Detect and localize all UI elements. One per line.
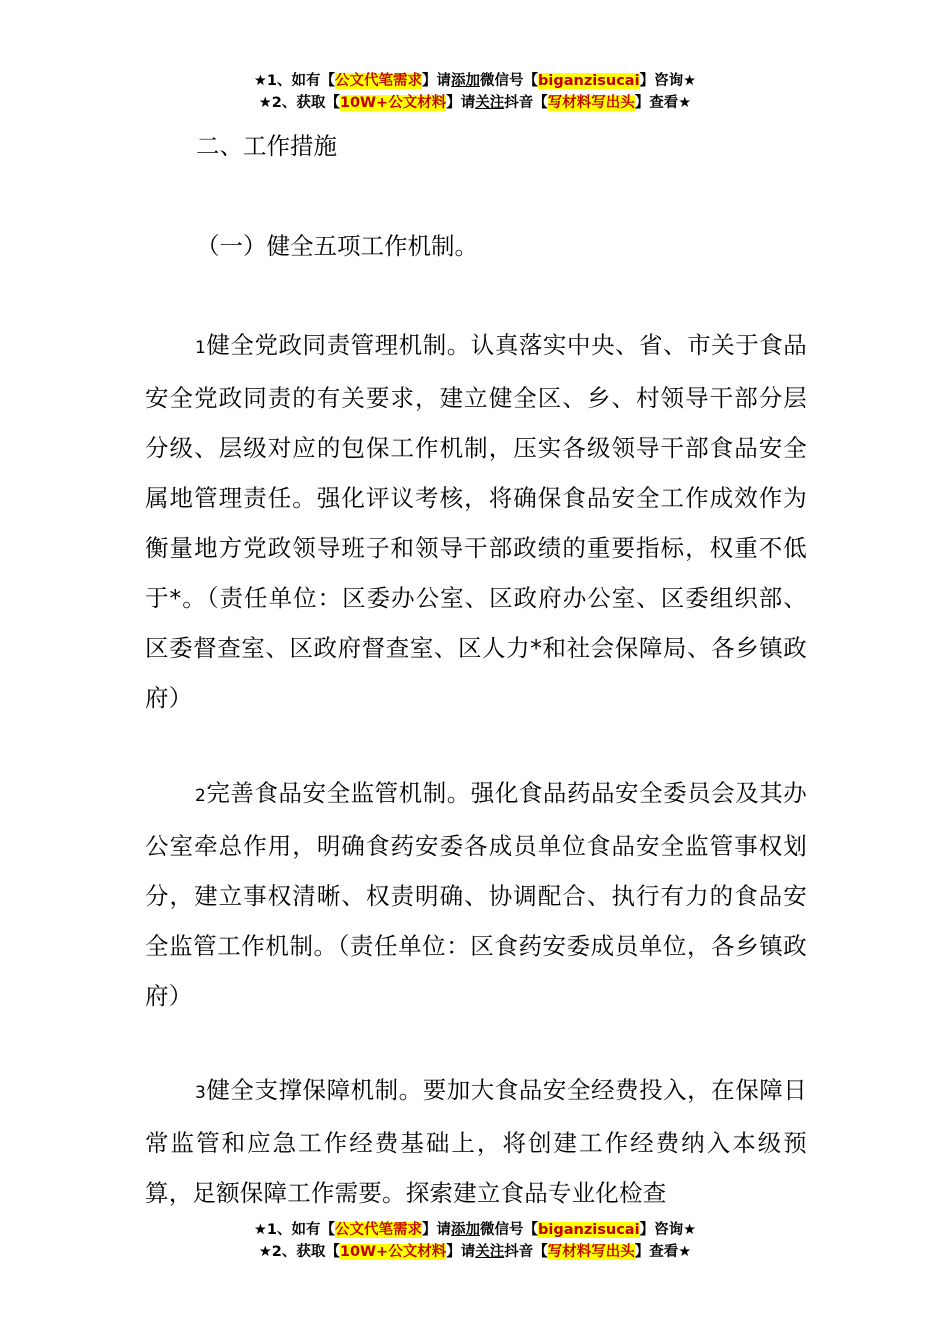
banner-text: 】请 bbox=[446, 1244, 476, 1260]
banner-text: ★2、获取【 bbox=[258, 95, 340, 111]
banner-text: 】请 bbox=[422, 73, 452, 89]
banner-text: 】请 bbox=[422, 1222, 452, 1238]
banner-text: 】请 bbox=[446, 95, 476, 111]
banner-highlight: 10W+公文材料 bbox=[339, 1244, 447, 1260]
banner-line-1 bbox=[0, 70, 950, 92]
paragraph-3 bbox=[145, 1065, 807, 1218]
banner-text: 微信号【 bbox=[480, 1222, 539, 1238]
banner-highlight: 公文代笔需求 bbox=[335, 1222, 423, 1238]
banner-text: 】咨询★ bbox=[639, 73, 697, 89]
banner-line-2 bbox=[0, 92, 950, 114]
banner-text: 抖音【 bbox=[504, 95, 548, 111]
banner-text: ★1、如有【 bbox=[253, 73, 336, 89]
paragraph-2 bbox=[145, 768, 807, 1021]
banner-douyin-account: 写材料写出头 bbox=[547, 95, 635, 111]
section-heading: 二、工作措施 bbox=[196, 132, 337, 160]
banner-text: ★1、如有【 bbox=[253, 1222, 336, 1238]
footer-banner bbox=[0, 1219, 950, 1263]
banner-line-1 bbox=[0, 1219, 950, 1241]
banner-wechat-id: biganzisucai bbox=[538, 73, 640, 89]
paragraph-1 bbox=[145, 320, 807, 723]
subsection-heading: （一）健全五项工作机制。 bbox=[196, 232, 478, 260]
banner-text: ★2、获取【 bbox=[258, 1244, 340, 1260]
banner-text: 】查看★ bbox=[634, 1244, 692, 1260]
banner-underlined: 关注 bbox=[475, 95, 505, 111]
header-banner bbox=[0, 70, 950, 114]
banner-text: 】查看★ bbox=[634, 95, 692, 111]
banner-highlight: 公文代笔需求 bbox=[335, 73, 423, 89]
paragraph-text: 健全党政同责管理机制。认真落实中央、省、市关于食品安全党政同责的有关要求，建立健全区、乡、村领导干部分层分级、层级对应的包保工作机制，压实各级领导干部食品安全属地管理责任。强化评议考核，将确保食品安全工作成效作为衡量地方党政领导班子和领导干部政绩的重要指标，权重不低于*。（责任单位：区委办公室、区政府办公室、区委组织部、区委督查室、区政府督查室、区人力*和社会保障局、各乡镇政府） bbox=[145, 331, 807, 712]
paragraph-number: 2 bbox=[195, 786, 207, 806]
banner-text: 】咨询★ bbox=[639, 1222, 697, 1238]
banner-highlight: 10W+公文材料 bbox=[339, 95, 447, 111]
banner-text: 微信号【 bbox=[480, 73, 539, 89]
paragraph-number: 1 bbox=[195, 338, 207, 358]
banner-douyin-account: 写材料写出头 bbox=[547, 1244, 635, 1260]
banner-text: 抖音【 bbox=[504, 1244, 548, 1260]
banner-line-2 bbox=[0, 1241, 950, 1263]
banner-underlined: 添加 bbox=[451, 1222, 481, 1238]
banner-underlined: 添加 bbox=[451, 73, 481, 89]
paragraph-text: 完善食品安全监管机制。强化食品药品安全委员会及其办公室牵总作用，明确食药安委各成员单位食品安全监管事权划分，建立事权清晰、权责明确、协调配合、执行有力的食品安全监管工作机制。（责任单位：区食药安委成员单位，各乡镇政府） bbox=[145, 779, 807, 1010]
banner-wechat-id: biganzisucai bbox=[538, 1222, 640, 1238]
banner-underlined: 关注 bbox=[475, 1244, 505, 1260]
paragraph-text: 健全支撑保障机制。要加大食品安全经费投入，在保障日常监管和应急工作经费基础上，将创建工作经费纳入本级预算，足额保障工作需要。探索建立食品专业化检查 bbox=[145, 1076, 807, 1207]
paragraph-number: 3 bbox=[195, 1083, 207, 1103]
